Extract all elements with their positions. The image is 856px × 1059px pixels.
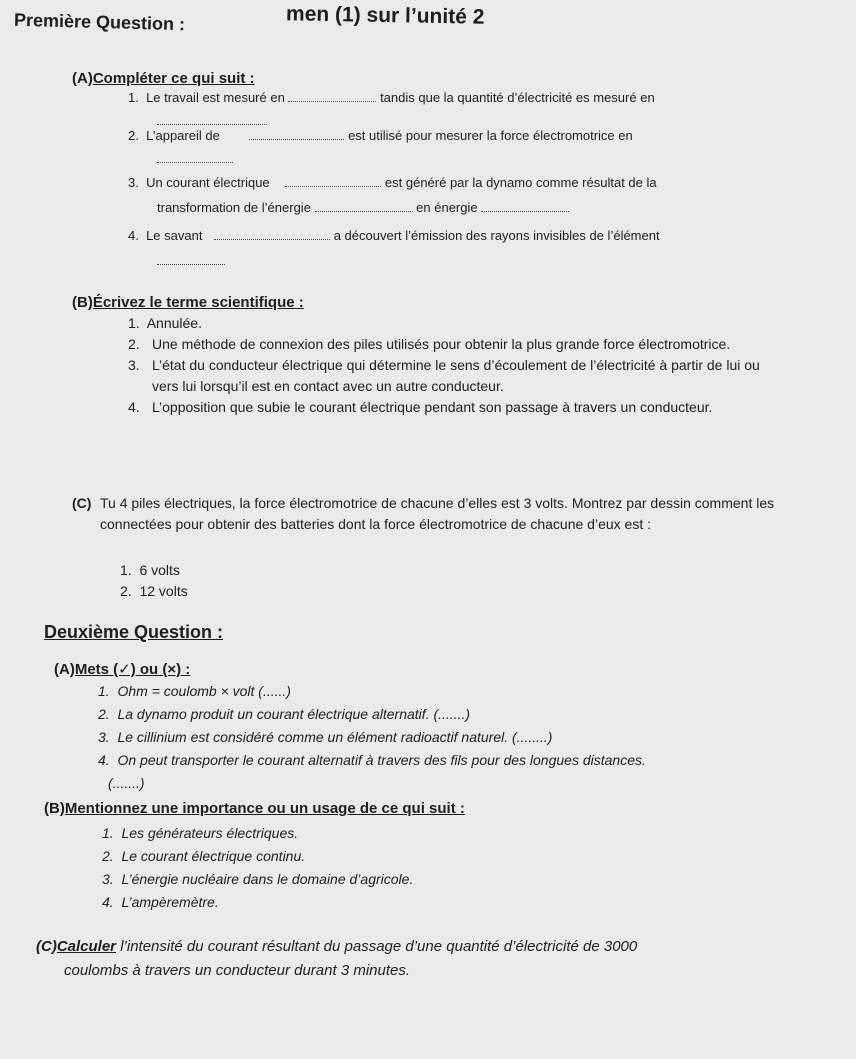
exam-title: men (1) sur l’unité 2 — [285, 2, 485, 29]
list-item: 2. Une méthode de connexion des piles utilisés pour obtenir la plus grande force électromotrice. — [128, 336, 731, 352]
q2-b-heading: (B)Mentionnez une importance ou un usage de ce qui suit : — [44, 800, 465, 817]
list-item: 1. Annulée. — [128, 315, 202, 331]
list-item: 1. Les générateurs électriques. — [102, 825, 299, 841]
q1-a-heading: (A)Compléter ce qui suit : — [72, 70, 255, 87]
q1-b-list — [128, 313, 778, 418]
question-2-title: Deuxième Question : — [44, 622, 224, 642]
q2-b-list — [102, 822, 413, 914]
q1-a-item-1: 1. Le travail est mesuré en tandis que la quantité d’électricité es mesuré en — [128, 90, 655, 105]
q1-b-heading: (B)Écrivez le terme scientifique : — [72, 294, 304, 311]
q2-c-line-2: coulombs à travers un conducteur durant 3 minutes. — [64, 962, 411, 979]
q1-a-item-3-line-2: transformation de l’énergie en énergie — [157, 200, 569, 215]
q1-a-item-3: 3. Un courant électrique est généré par la dynamo comme résultat de la — [128, 175, 657, 190]
q2-c-line-1: (C)Calculer l’intensité du courant résultant du passage d’une quantité d’électricité de 3000 — [36, 938, 638, 955]
q1-c-text: (C) Tu 4 piles électriques, la force électromotrice de chacune d’elles est 3 volts. Montrez par dessin comment les connectées pour obtenir des batteries dont la force électromotrice de chacune d’eux est : — [72, 495, 775, 532]
list-item: 3. L’état du conducteur électrique qui détermine le sens d’écoulement de l’électricité à partir de lui ou vers lui lorsqu’il est en contact avec un autre conducteur. — [128, 357, 760, 394]
list-item: 3. L’énergie nucléaire dans le domaine d’agricole. — [102, 871, 414, 887]
list-item: 2. Le courant électrique continu. — [102, 848, 306, 864]
list-item: 3. Le cillinium est considéré comme un élément radioactif naturel. (........) — [98, 729, 553, 745]
list-item: 2. La dynamo produit un courant électrique alternatif. (.......) — [98, 706, 470, 722]
q2-a-heading: (A)Mets (✓) ou (×) : — [54, 661, 191, 678]
list-item: 4. L’ampèremètre. — [102, 894, 219, 910]
list-item-blank: (.......) — [108, 775, 145, 791]
list-item: 4. On peut transporter le courant alternatif à travers des fils pour des longues distances. — [98, 752, 646, 768]
list-item: 4. L’opposition que subie le courant électrique pendant son passage à travers un conducteur. — [128, 399, 713, 415]
list-item: 1. Ohm = coulomb × volt (......) — [98, 683, 291, 699]
list-item: 1. 6 volts — [120, 562, 180, 578]
q1-c-list — [120, 560, 188, 602]
question-1-title: Première Question : — [13, 9, 186, 35]
q2-a-list — [98, 680, 818, 795]
q1-a-item-4: 4. Le savant a découvert l’émission des rayons invisibles de l’élément — [128, 228, 660, 243]
q1-a-item-2: 2. L’appareil de est utilisé pour mesurer la force électromotrice en — [128, 128, 633, 143]
list-item: 2. 12 volts — [120, 583, 188, 599]
